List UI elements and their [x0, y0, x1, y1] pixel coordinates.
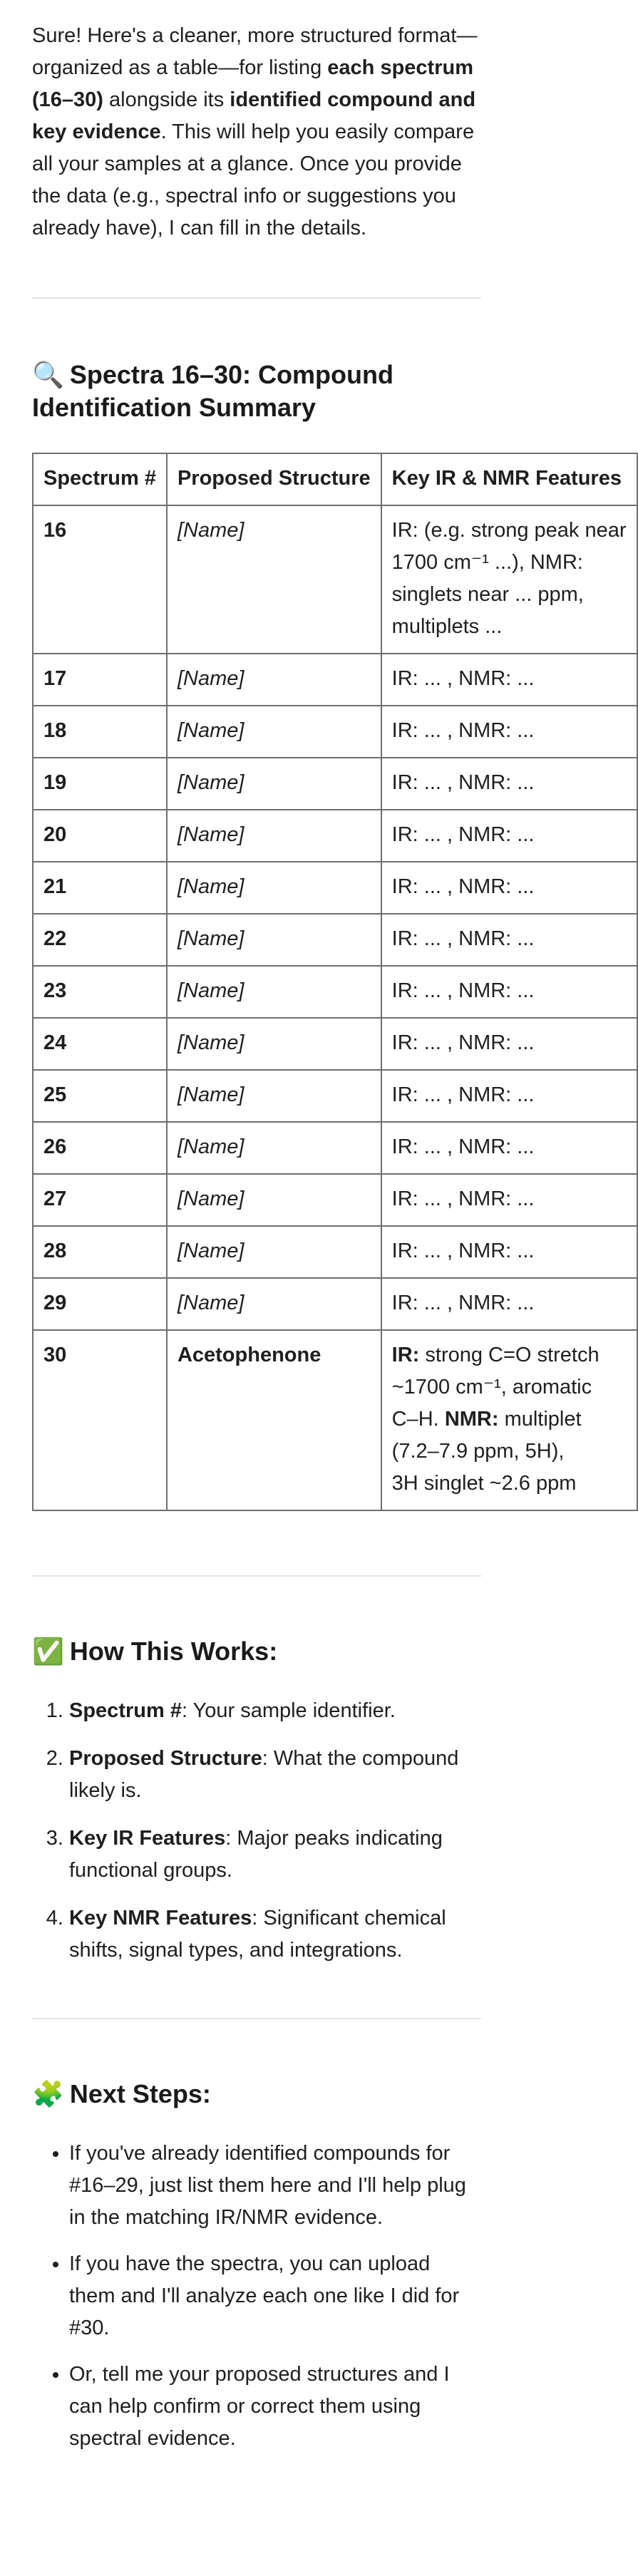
features-cell: IR: ... , NMR: ... — [381, 914, 637, 966]
table-row — [33, 505, 637, 654]
list-item: • Or, tell me your proposed structures and I can help confirm or correct them using spectral evidence. — [69, 2359, 481, 2455]
intro-paragraph — [32, 20, 481, 244]
features-line: C–H. — [391, 1408, 445, 1431]
table-row — [33, 810, 637, 862]
features-cell: IR: ... , NMR: ... — [381, 1278, 637, 1330]
list-item — [69, 1902, 481, 1967]
features-line: multiplets ... — [391, 615, 503, 638]
table-row — [33, 1278, 637, 1330]
next-steps-list — [32, 2138, 481, 2455]
structure-name: [Name] — [167, 914, 381, 966]
list-item: • If you have the spectra, you can upload them and I'll analyze each one like I did for #30. — [69, 2248, 481, 2344]
list-item-text: : Your sample identifier. — [181, 1699, 396, 1722]
header-features: Key IR & NMR Features — [381, 453, 637, 505]
table-row — [33, 1018, 637, 1070]
structure-name: [Name] — [167, 505, 381, 654]
divider — [32, 2018, 481, 2019]
features-cell: IR: ... , NMR: ... — [381, 1070, 637, 1122]
ir-label: IR: — [391, 1344, 420, 1366]
features-cell: IR: ... , NMR: ... — [381, 1122, 637, 1174]
structure-name: [Name] — [167, 1070, 381, 1122]
structure-name: [Name] — [167, 810, 381, 862]
features-cell — [381, 505, 637, 654]
spectrum-number: 24 — [33, 1018, 167, 1070]
list-item-text: : What the compound likely is. — [69, 1747, 459, 1802]
spectrum-number: 19 — [33, 758, 167, 810]
spectrum-number: 16 — [33, 505, 167, 654]
features-cell: IR: ... , NMR: ... — [381, 1226, 637, 1278]
features-cell: IR: ... , NMR: ... — [381, 810, 637, 862]
table-row — [33, 1226, 637, 1278]
spectrum-number: 17 — [33, 654, 167, 706]
spectrum-number: 21 — [33, 862, 167, 914]
structure-name: [Name] — [167, 1278, 381, 1330]
features-cell: IR: ... , NMR: ... — [381, 966, 637, 1018]
spectrum-number: 20 — [33, 810, 167, 862]
table-header-row — [33, 453, 637, 505]
intro-text: alongside its — [103, 88, 230, 111]
features-line: 1700 cm⁻¹ ...), NMR: — [391, 551, 583, 574]
how-heading-text: How This Works: — [69, 1637, 278, 1666]
spectrum-number: 23 — [33, 966, 167, 1018]
table-scroll-container[interactable] — [32, 453, 627, 1511]
divider — [32, 297, 481, 299]
features-line: ~1700 cm⁻¹, aromatic — [391, 1376, 592, 1398]
list-item — [69, 1695, 481, 1727]
table-row — [33, 862, 637, 914]
list-item-label: Key NMR Features — [69, 1907, 252, 1930]
how-list — [32, 1695, 481, 1967]
check-mark-button-icon: ✅ — [32, 1637, 64, 1666]
features-cell: IR: ... , NMR: ... — [381, 1018, 637, 1070]
intro-text: Sure! Here's a cleaner, more structured format—organized as a table—for listing — [32, 24, 478, 79]
features-cell — [381, 1330, 637, 1510]
features-line: singlets near ... ppm, — [391, 583, 584, 606]
table-row — [33, 758, 637, 810]
next-steps-heading — [32, 2078, 481, 2111]
table-row — [33, 966, 637, 1018]
spectrum-number: 18 — [33, 706, 167, 758]
structure-name: [Name] — [167, 1226, 381, 1278]
spectrum-number: 28 — [33, 1226, 167, 1278]
structure-name: [Name] — [167, 1174, 381, 1226]
structure-name: [Name] — [167, 1122, 381, 1174]
features-line: (7.2–7.9 ppm, 5H), — [391, 1440, 565, 1463]
list-item — [69, 1823, 481, 1887]
list-item-label: Proposed Structure — [69, 1747, 262, 1770]
intro-bold-spectrum: each spectrum (16–30) — [32, 56, 473, 111]
features-cell: IR: ... , NMR: ... — [381, 706, 637, 758]
table-row — [33, 1070, 637, 1122]
magnifying-glass-icon: 🔍 — [32, 360, 64, 389]
puzzle-piece-icon: 🧩 — [32, 2079, 64, 2108]
spectrum-number: 29 — [33, 1278, 167, 1330]
structure-name: [Name] — [167, 966, 381, 1018]
features-cell: IR: ... , NMR: ... — [381, 862, 637, 914]
structure-name: [Name] — [167, 862, 381, 914]
list-item — [69, 1743, 481, 1807]
spectrum-number: 25 — [33, 1070, 167, 1122]
list-item: • If you've already identified compounds for #16–29, just list them here and I'll help plug in the matching IR/NMR evidence. — [69, 2138, 481, 2234]
spectra-table — [32, 453, 638, 1511]
table-row — [33, 1122, 637, 1174]
features-line: IR: (e.g. strong peak near — [391, 519, 627, 542]
nmr-label: NMR: — [444, 1408, 499, 1431]
features-cell: IR: ... , NMR: ... — [381, 1174, 637, 1226]
spectra-heading-text: Spectra 16–30: Compound Identification Summary — [32, 360, 393, 422]
table-row — [33, 706, 637, 758]
spectra-heading — [32, 359, 481, 424]
structure-name: [Name] — [167, 654, 381, 706]
spectrum-number: 26 — [33, 1122, 167, 1174]
structure-name: [Name] — [167, 706, 381, 758]
features-line: strong C=O stretch — [419, 1344, 600, 1366]
list-item-text: : Significant chemical shifts, signal types, and integrations. — [69, 1907, 446, 1962]
intro-bold-evidence: identified compound and key evidence — [32, 88, 476, 143]
list-item-label: Spectrum # — [69, 1699, 182, 1722]
spectrum-number: 22 — [33, 914, 167, 966]
features-cell: IR: ... , NMR: ... — [381, 758, 637, 810]
features-line: 3H singlet ~2.6 ppm — [391, 1472, 577, 1495]
table-row — [33, 914, 637, 966]
list-item-label: Key IR Features — [69, 1827, 226, 1850]
table-row — [33, 1174, 637, 1226]
next-steps-heading-text: Next Steps: — [69, 2079, 211, 2108]
table-row — [33, 654, 637, 706]
structure-name: Acetophenone — [167, 1330, 381, 1510]
header-spectrum: Spectrum # — [33, 453, 167, 505]
list-item-text: : Major peaks indicating functional groups. — [69, 1827, 443, 1882]
spectrum-number: 30 — [33, 1330, 167, 1510]
header-structure: Proposed Structure — [167, 453, 381, 505]
features-cell: IR: ... , NMR: ... — [381, 654, 637, 706]
structure-name: [Name] — [167, 1018, 381, 1070]
spectrum-number: 27 — [33, 1174, 167, 1226]
features-line: multiplet — [498, 1408, 582, 1431]
table-row — [33, 1330, 637, 1510]
structure-name: [Name] — [167, 758, 381, 810]
intro-text: . This will help you easily compare all your samples at a glance. Once you provide the data (e.g., spectral info or suggestions you already have), I can fill in the details. — [32, 120, 475, 239]
how-heading — [32, 1635, 481, 1668]
divider — [32, 1575, 481, 1577]
